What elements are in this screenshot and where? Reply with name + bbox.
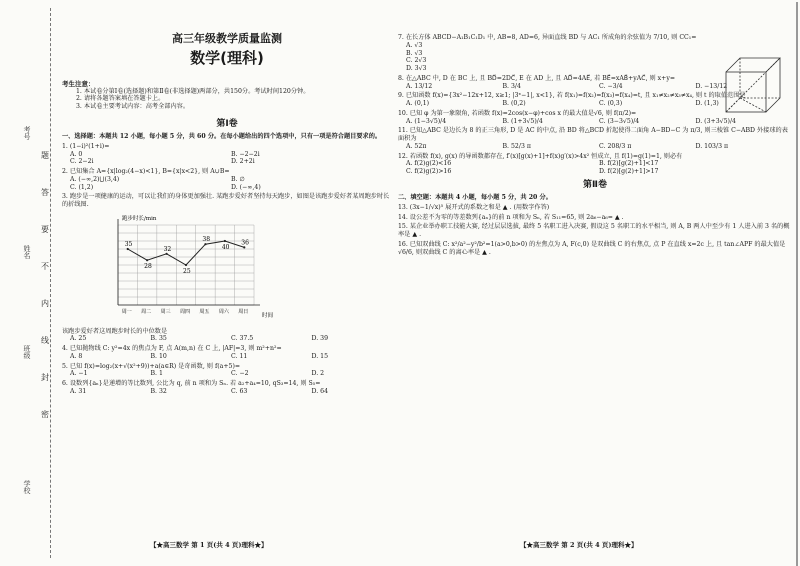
x-tick-label: 周二 — [141, 308, 152, 315]
options — [406, 118, 792, 126]
option: C. −2 — [231, 370, 249, 378]
question — [62, 380, 392, 396]
options — [70, 388, 392, 396]
question — [62, 345, 392, 361]
data-label: 32 — [163, 245, 172, 253]
fill-question: 15. 某企业举办职工技能大赛, 经过层层选拔, 最终 5 名职工进入决赛, 假设这 5 名职工的水平相当, 则 A, B 两人中至少有 1 人进入前 3 名的概率是 ▲ . — [398, 223, 790, 238]
seal-char: 题 — [41, 151, 49, 160]
question — [62, 363, 392, 379]
section-instructions: 一、选择题：本题共 12 小题，每小题 5 分，共 60 分。在每小题给出的四个选项中，只有一项是符合题目要求的。 — [62, 133, 382, 141]
question — [398, 127, 792, 150]
option: B. √3 — [406, 49, 423, 57]
options — [70, 370, 392, 378]
option: A. (−∞,2)⋃(3,4) — [70, 175, 120, 183]
page-footer-right: 【★高三数学 第 2 页(共 4 页)理科★】 — [520, 541, 638, 549]
option: B. −2−2i — [231, 150, 260, 158]
question-stem: 4. 已知抛物线 C: y²=4x 的焦点为 F, 点 A(m,n) 在 C 上, |AF|=3, 则 m²+n²= — [62, 345, 282, 353]
options — [70, 176, 392, 192]
options — [70, 353, 392, 361]
seal-char: 要 — [41, 225, 49, 234]
option: C. 2−2i — [70, 158, 94, 166]
seal-char: 封 — [41, 373, 49, 382]
option: D. 2 — [311, 370, 325, 378]
exam-number-label: 考号 — [23, 126, 31, 140]
notice-block — [62, 80, 392, 111]
option: D. (−∞,4) — [231, 183, 261, 191]
section-instructions: 二、填空题：本题共 4 小题，每小题 5 分，共 20 分。 — [398, 194, 552, 201]
option: D. 39 — [311, 335, 329, 343]
y-axis-label: 跑步时长/min — [122, 215, 157, 222]
question — [62, 168, 392, 191]
x-tick-label: 周日 — [238, 308, 249, 315]
question-stem: 1. (1−i)²(1+i)= — [62, 142, 110, 150]
data-label: 36 — [241, 239, 249, 247]
data-label: 35 — [124, 240, 133, 248]
data-point — [204, 243, 206, 245]
option: D. 2+2i — [231, 158, 255, 166]
x-tick-label: 周五 — [199, 308, 210, 315]
option: A. √3 — [406, 41, 423, 49]
option: D. 3√3 — [406, 65, 427, 72]
option: C. (1,2) — [70, 183, 94, 191]
left-column — [62, 6, 392, 396]
seal-char: 线 — [41, 336, 49, 345]
data-label: 25 — [183, 267, 191, 275]
option: B. 52/3 π — [502, 142, 531, 150]
seal-char: 答 — [41, 188, 49, 197]
option: B. 1 — [150, 370, 163, 378]
class-label: 班级 — [23, 345, 31, 359]
cuboid-figure — [722, 54, 784, 116]
question-stem: 9. 已知函数 f(x)={3x²−12x+12, x≥1; |3ˣ−1|, x<1}, 若 f(x₁)=f(x₂)=f(x₃)=f(x₄)=t, 且 x₁≠x₂≠x₃≠x₄, 则 t 的取值范围是 — [398, 92, 746, 100]
data-point — [165, 253, 167, 255]
option: C. 11 — [231, 352, 248, 360]
question-stem: 5. 已知 f(x)=log₂(x+√(x²+9))+a(a∈R) 是奇函数, 则 f(a+5)= — [62, 362, 241, 370]
options — [70, 335, 392, 343]
option: C. 2√3 — [406, 57, 427, 65]
question-stem: 10. 已知 φ 为第一象限角, 若函数 f(x)=2cos(x−φ)+cos x 的最大值是√6, 则 f(π/2)= — [398, 109, 637, 117]
seal-char: 内 — [41, 299, 49, 308]
option: C. 37.5 — [231, 335, 254, 343]
page-footer-left: 【★高三数学 第 1 页(共 4 页)理科★】 — [150, 541, 268, 549]
question — [398, 153, 792, 176]
option: D. (1,3) — [695, 100, 719, 107]
question-stem: 8. 在△ABC 中, D 在 BC 上, 且 BD⃗=2DC⃗, E 在 AD 上, 且 AD⃗=4AE⃗, 若 BE⃗=xAB⃗+yAC⃗, 则 x+y= — [398, 74, 676, 82]
question — [62, 193, 392, 209]
question-stem: 12. 若函数 f(x), g(x) 的导函数都存在, f′(x)[g(x)+1]+f(x)g′(x)>4x² 恒成立, 且 f(1)=g(1)=1, 则必有 — [398, 152, 683, 160]
notice-item: 1. 本试卷分第Ⅰ卷(选择题)和第Ⅱ卷(非选择题)两部分，共150分。考试时间120分钟。 — [76, 87, 310, 95]
notice-title: 考生注意： — [62, 79, 95, 88]
question-stem: 该跑步爱好者这周跑步时长的中位数是 — [62, 327, 168, 335]
option: C. 63 — [231, 387, 248, 395]
option: B. (0,2) — [502, 100, 526, 107]
data-point — [224, 240, 226, 242]
seal-char: 密 — [41, 410, 49, 419]
option: B. 10 — [150, 352, 167, 360]
question — [62, 143, 392, 166]
option: A. 31 — [70, 387, 87, 395]
data-label: 40 — [221, 243, 230, 251]
option: C. (3−3√5)/4 — [599, 117, 640, 125]
option: D. 15 — [311, 352, 329, 360]
options — [406, 143, 792, 151]
option: B. ∅ — [231, 175, 245, 183]
seal-char: 不 — [41, 262, 49, 271]
option: D. 64 — [311, 387, 329, 395]
option: C. −3/4 — [599, 82, 623, 90]
question-stem: 2. 已知集合 A={x|log₂(4−x)<1}, B={x|x<2}, 则 A∪B= — [62, 168, 230, 176]
option: B. 3/4 — [502, 82, 521, 90]
running-time-line-chart — [94, 211, 284, 323]
option: C. (0,3) — [599, 100, 623, 107]
x-tick-label: 周一 — [121, 308, 132, 315]
data-point — [127, 248, 129, 250]
options — [406, 160, 792, 176]
option: D. −13/12 — [695, 82, 728, 90]
data-point — [146, 259, 148, 261]
right-edge — [790, 2, 798, 566]
option: A. 52π — [406, 142, 427, 150]
option: D. f(2)[g(2)+1]>17 — [599, 168, 659, 175]
x-tick-label: 周三 — [160, 308, 171, 315]
option: A. 25 — [70, 335, 87, 343]
exam-title: 高三年级教学质量监测 — [172, 32, 282, 45]
question — [62, 328, 392, 344]
data-point — [243, 246, 245, 248]
question-stem: 3. 跑步是一项健康的运动，可以让我们的身体更加强壮. 某跑步爱好者坚持每天跑步，如图是该跑步爱好者某周跑步时长的折线图. — [62, 193, 390, 209]
right-column — [398, 6, 792, 256]
options — [70, 151, 392, 167]
binding-margin — [0, 0, 58, 566]
seal-dashed-line — [50, 8, 51, 558]
question-stem: 7. 在长方体 ABCD−A₁B₁C₁D₁ 中, AB=8, AD=6, 异面直线 BD 与 AC₁ 所成角的余弦值为 7/10, 则 CC₁= — [398, 34, 697, 41]
option: D. 103/3 π — [695, 142, 729, 150]
option: B. 35 — [150, 335, 167, 343]
option: A. 8 — [70, 352, 83, 360]
x-tick-label: 周四 — [180, 308, 191, 315]
option: A. −1 — [70, 370, 88, 378]
option: A. (0,1) — [406, 100, 430, 107]
x-axis-label: 时间 — [262, 312, 274, 319]
seal-line-text — [40, 150, 50, 420]
question — [398, 34, 792, 73]
option: B. (1+3√5)/4 — [502, 117, 543, 125]
option: C. f(2)g(2)>16 — [406, 168, 452, 175]
part2-title: 第Ⅱ卷 — [583, 179, 607, 190]
option: A. 0 — [70, 150, 83, 158]
name-label: 姓名 — [23, 245, 31, 259]
part1-title: 第Ⅰ卷 — [216, 118, 238, 129]
option: A. (1−3√5)/4 — [406, 117, 447, 125]
fill-question: 16. 已知双曲线 C: x²/a²−y²/b²=1(a>0,b>0) 的左焦点为 A, F(c,0) 是双曲线 C 的右焦点, 点 P 在直线 x=2c 上, 且 tan∠APF 的最大值是 √6/6, 则双曲线 C 的离心率是 ▲ . — [398, 240, 786, 256]
data-label: 38 — [202, 236, 211, 244]
notice-item: 2. 请将各题答案填在答题卡上。 — [76, 95, 165, 103]
notice-item: 3. 本试卷主要考试内容：高考全部内容。 — [76, 103, 190, 111]
fill-question: 13. (3x−1/√x)⁵ 展开式的系数之和是 ▲ . (用数字作答) — [398, 203, 550, 211]
x-tick-label: 周六 — [218, 308, 229, 315]
option: B. 32 — [150, 387, 167, 395]
option: D. (3+3√5)/4 — [695, 117, 736, 125]
question-stem: 6. 设数列{aₙ}是递增的等比数列, 公比为 q, 前 n 项和为 Sₙ. 若 a₂+a₄=10, qS₃=14, 则 S₅= — [62, 380, 321, 388]
exam-subject: 数学(理科) — [190, 48, 264, 67]
option: A. 13/12 — [406, 82, 433, 90]
data-point — [185, 264, 187, 266]
school-label: 学校 — [23, 480, 31, 494]
option: C. 208/3 π — [599, 142, 632, 150]
option: B. f(2)[g(2)+1]<17 — [599, 160, 659, 168]
option: A. f(2)g(2)<16 — [406, 160, 452, 168]
data-label: 28 — [144, 263, 152, 271]
question-stem: 11. 已知△ABC 是边长为 8 的正三角形, D 是 AC 的中点, 沿 BD 将△BCD 折起使得二面角 A−BD−C 为 π/3, 则三棱锥 C−ABD 外接球的表面积为 — [398, 127, 788, 142]
fill-question: 14. 设公差不为零的等差数列{aₙ}的前 n 项和为 Sₙ, 若 S₁₁=65, 则 2a₆−a₆= ▲ . — [398, 213, 624, 221]
